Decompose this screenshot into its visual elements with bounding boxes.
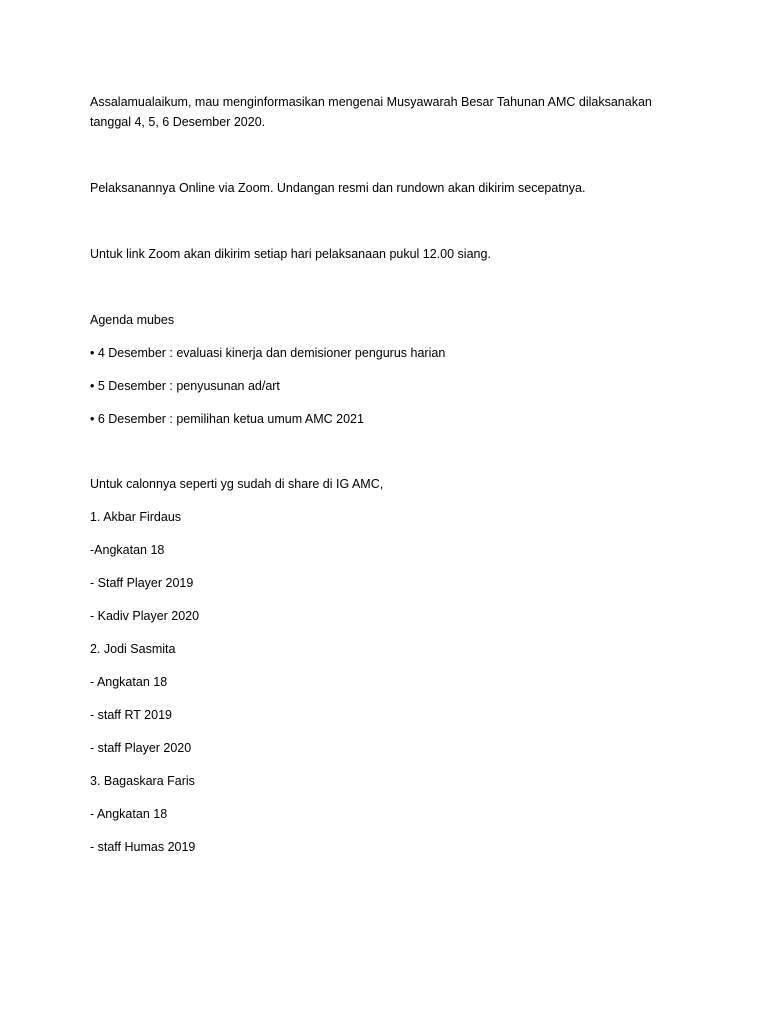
candidate-detail: - Angkatan 18	[90, 675, 168, 689]
candidate-detail: - Staff Player 2019	[90, 576, 194, 590]
candidate-detail: - Kadiv Player 2020	[90, 609, 200, 623]
candidates-intro: Untuk calonnya seperti yg sudah di share di IG AMC,	[90, 477, 384, 491]
candidate-detail: -Angkatan 18	[90, 543, 165, 557]
candidate-detail: - staff RT 2019	[90, 708, 172, 722]
zoom-link-paragraph: Untuk link Zoom akan dikirim setiap hari pelaksanaan pukul 12.00 siang.	[90, 247, 491, 261]
intro-paragraph: Assalamualaikum, mau menginformasikan mengenai Musyawarah Besar Tahunan AMC dilaksanakan tanggal 4, 5, 6 Desember 2020.	[90, 95, 656, 129]
document-body	[90, 92, 680, 870]
candidate-name: 3. Bagaskara Faris	[90, 774, 195, 788]
candidate-name: 1. Akbar Firdaus	[90, 510, 182, 524]
info-paragraph: Pelaksanannya Online via Zoom. Undangan resmi dan rundown akan dikirim secepatnya.	[90, 181, 586, 195]
agenda-title: Agenda mubes	[90, 313, 175, 327]
candidate-detail: - staff Player 2020	[90, 741, 192, 755]
candidate-name: 2. Jodi Sasmita	[90, 642, 176, 656]
candidate-detail: - Angkatan 18	[90, 807, 168, 821]
agenda-item: • 6 Desember : pemilihan ketua umum AMC 2021	[90, 412, 364, 426]
agenda-item: • 4 Desember : evaluasi kinerja dan demisioner pengurus harian	[90, 346, 446, 360]
agenda-item: • 5 Desember : penyusunan ad/art	[90, 379, 280, 393]
candidate-detail: - staff Humas 2019	[90, 840, 196, 854]
